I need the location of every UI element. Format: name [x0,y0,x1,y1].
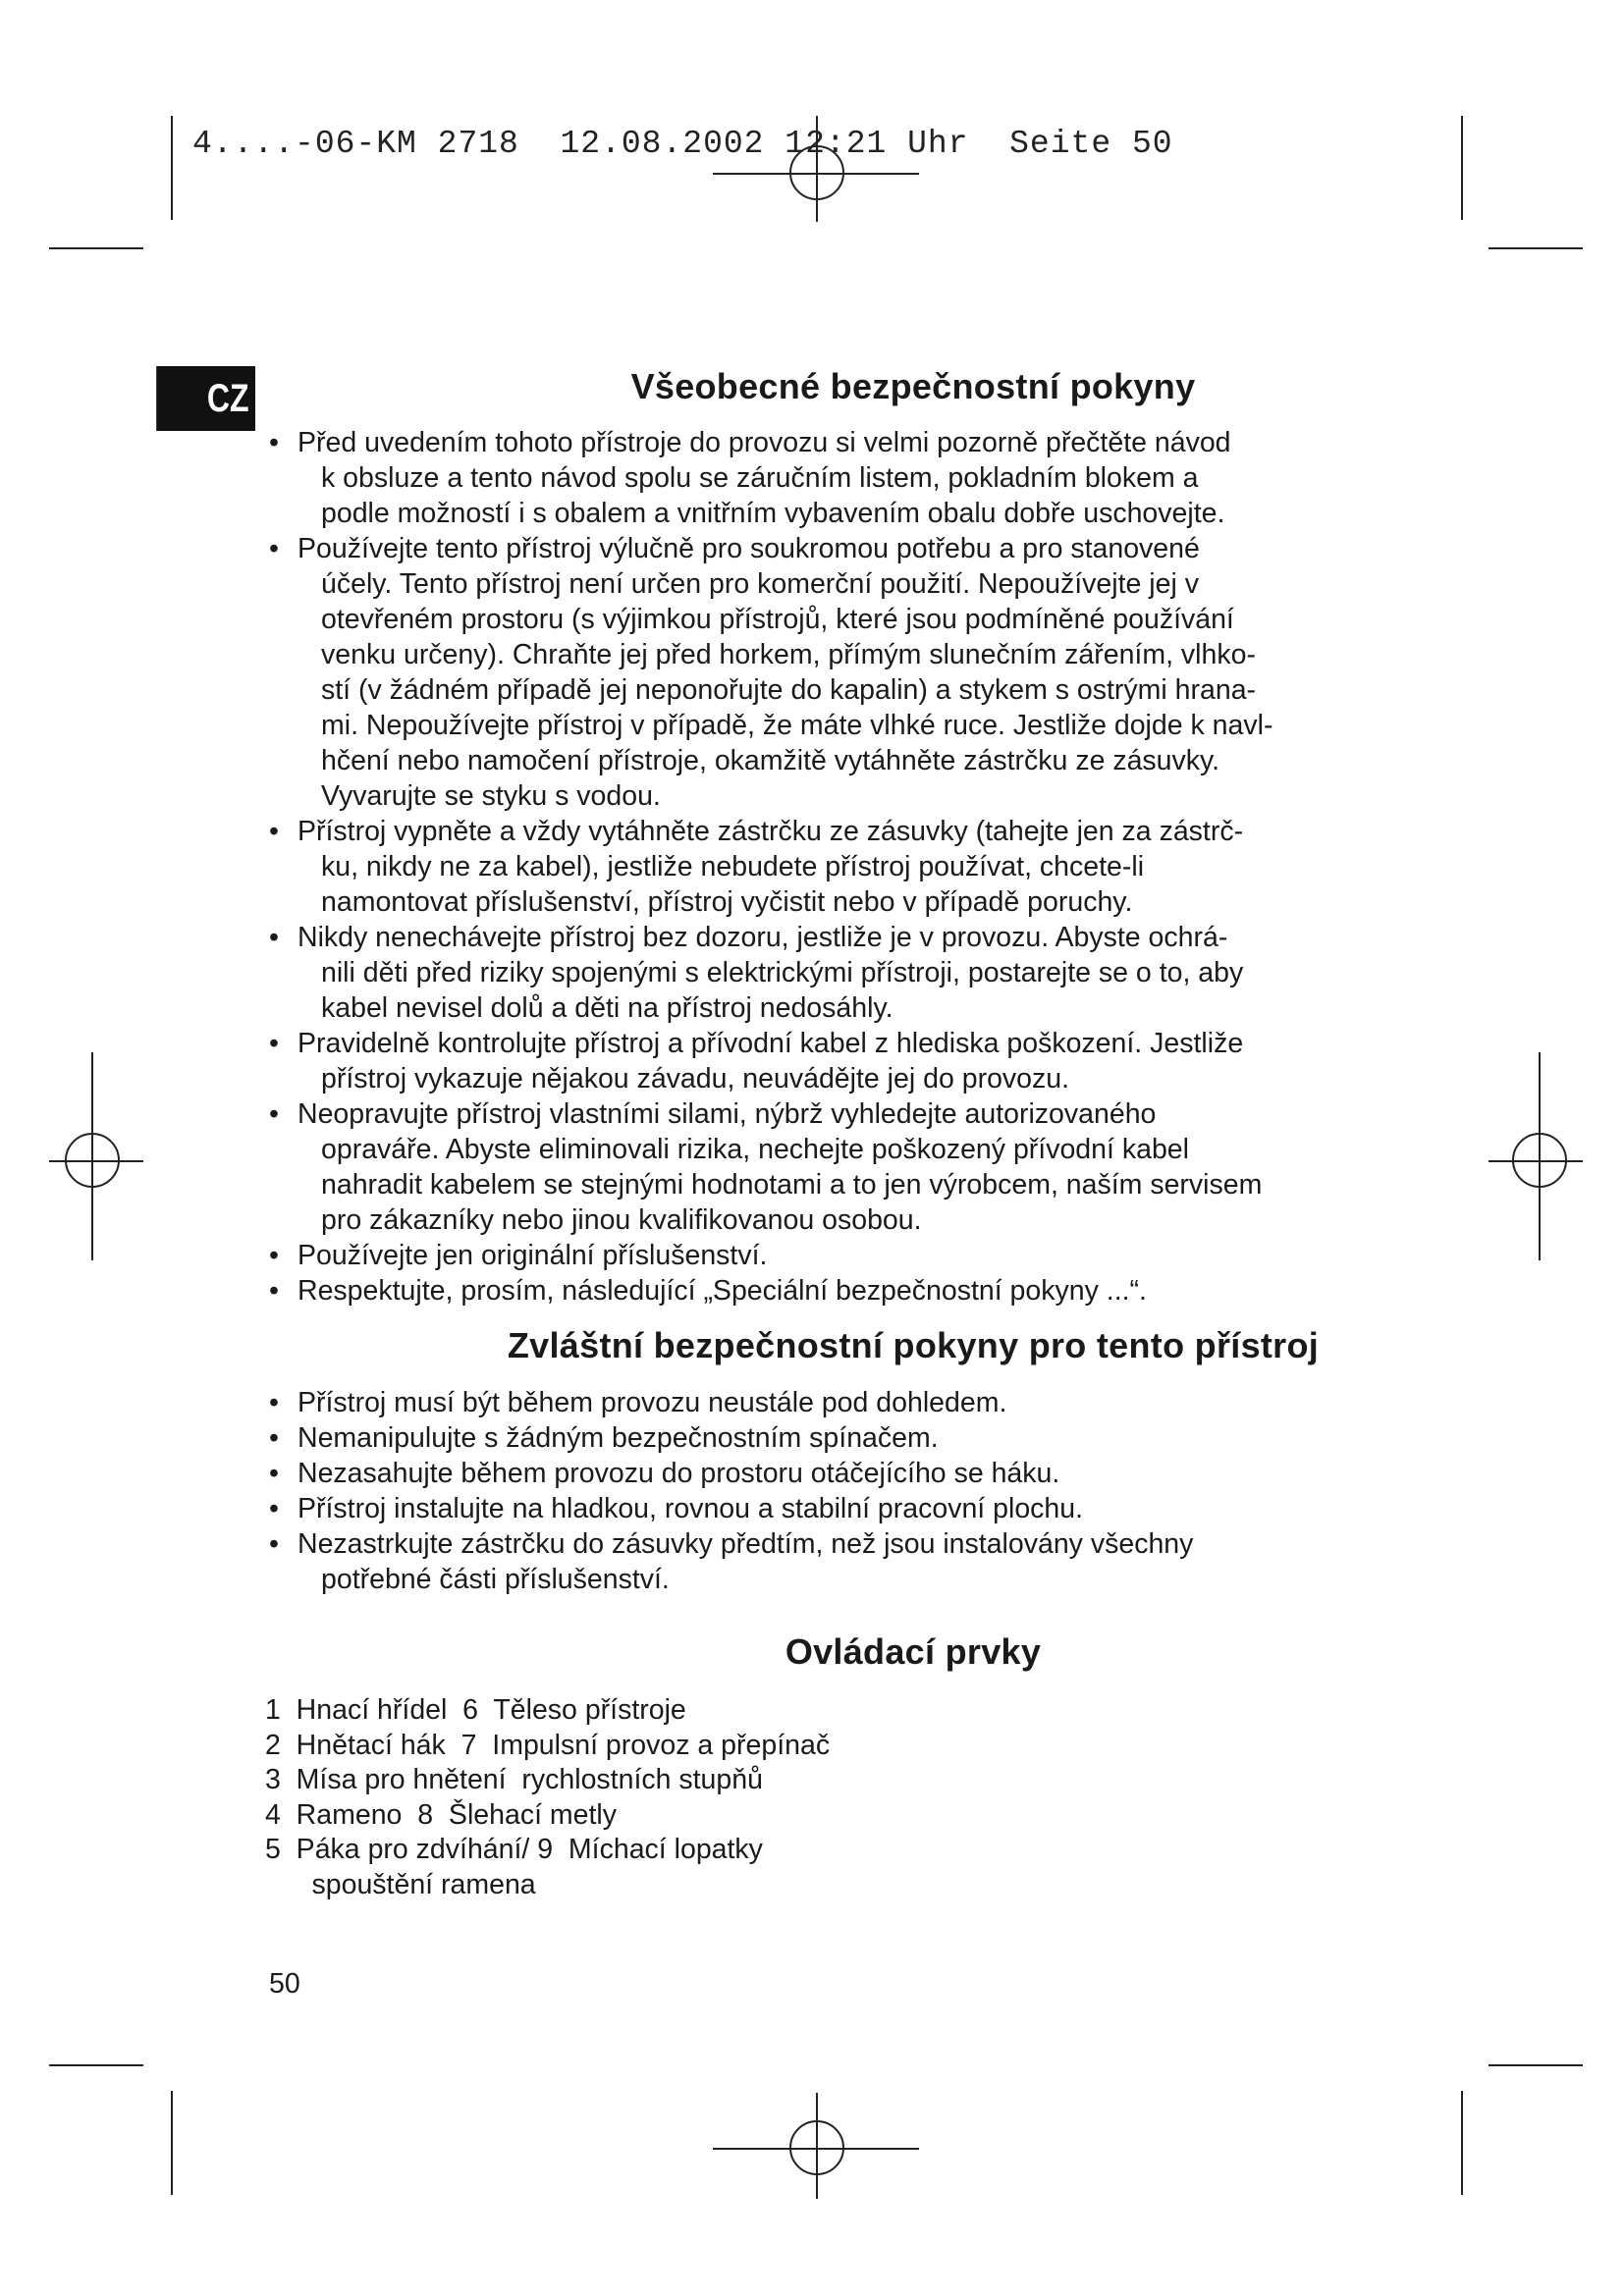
list-item-line: nahradit kabelem se stejnými hodnotami a to jen výrobcem, naším servisem [321,1169,1263,1201]
list-item-line: nili děti před riziky spojenými s elektrickými přístroji, postarejte se o to, aby [321,957,1244,988]
crop-mark [1461,2091,1463,2195]
control-row: 3 Mísa pro hnětení rychlostních stupňů [265,1764,763,1795]
list-item [265,1526,1384,1597]
list-item-line: přístroj vykazuje nějakou závadu, neuvádějte jej do provozu. [321,1063,1070,1095]
control-row: spouštění ramena [265,1868,536,1900]
bullet-icon: • [269,1493,279,1524]
list-item-line: venku určeny). Chraňte jej před horkem, přímým slunečním zářením, vlhko- [321,639,1256,670]
list-item-line: k obsluze a tento návod spolu se záručním listem, pokladním blokem a [321,462,1199,494]
list-item-line: potřebné části příslušenství. [321,1564,670,1595]
bullet-icon: • [269,1528,279,1560]
list-item-line: podle možností i s obalem a vnitřním vybavením obalu dobře uschovejte. [321,498,1225,529]
control-row: 4 Rameno 8 Šlehací metly [265,1798,618,1831]
list-item-line: namontovat příslušenství, přístroj vyčistit nebo v případě poruchy. [321,886,1133,918]
language-tab: CZ [156,366,255,431]
list-item [265,920,1384,1026]
bullet-icon: • [269,816,279,847]
list-item-line: Nemanipulujte s žádným bezpečnostním spínačem. [298,1422,939,1454]
bullet-icon: • [269,533,279,564]
control-row: 1 Hnací hřídel 6 Těleso přístroje [265,1694,686,1726]
list-item [265,1385,1384,1420]
bullet-icon: • [269,922,279,953]
list-item-line: opraváře. Abyste eliminovali rizika, nechejte poškozený přívodní kabel [321,1134,1189,1165]
crop-mark [1461,116,1463,220]
list-item-line: Neopravujte přístroj vlastními silami, nýbrž vyhledejte autorizovaného [298,1098,1157,1130]
list-item-line: účely. Tento přístroj není určen pro komerční použití. Nepoužívejte jej v [321,568,1199,600]
list-item-line: Nikdy nenechávejte přístroj bez dozoru, jestliže je v provozu. Abyste ochrá- [298,922,1228,953]
bullet-icon: • [269,1028,279,1059]
bullet-icon: • [269,1098,279,1130]
list-item-line: otevřeném prostoru (s výjimkou přístrojů, které jsou podmíněné používání [321,604,1234,635]
list-item [265,1491,1384,1526]
section-title-special: Zvláštní bezpečnostní pokyny pro tento přístroj [507,1325,1320,1365]
list-item-line: Nezastrkujte zástrčku do zásuvky předtím, než jsou instalovány všechny [298,1528,1194,1560]
section-title-controls: Ovládací prvky [785,1631,1042,1672]
list-item-line: Nezasahujte během provozu do prostoru otáčejícího se háku. [298,1458,1060,1489]
list-item-line: stí (v žádném případě jej neponořujte do kapalin) a stykem s ostrými hrana- [321,674,1257,706]
list-item [265,1238,1384,1273]
list-item [265,1456,1384,1491]
list-item-line: Přístroj vypněte a vždy vytáhněte zástrčku ze zásuvky (tahejte jen za zástrč- [298,816,1244,847]
list-item [265,1273,1384,1308]
bullet-icon: • [269,1422,279,1454]
general-safety-list [265,425,1384,1308]
list-item [265,1026,1384,1096]
print-slug: 4....-06-KM 2718 12.08.2002 12:21 Uhr Seite 50 [192,126,1173,162]
list-item-line: ku, nikdy ne za kabel), jestliže nebudete přístroj používat, chcete-li [321,851,1145,882]
list-item-line: Přístroj instalujte na hladkou, rovnou a stabilní pracovní plochu. [298,1493,1084,1524]
list-item-line: kabel nevisel dolů a děti na přístroj nedosáhly. [321,992,893,1024]
crop-mark [171,2091,173,2195]
bullet-icon: • [269,1458,279,1489]
list-item [265,531,1384,814]
section-title-general: Všeobecné bezpečnostní pokyny [630,366,1196,406]
list-item [265,425,1384,531]
list-item-line: pro zákazníky nebo jinou kvalifikovanou osobou. [321,1204,922,1236]
list-item-line: Používejte tento přístroj výlučně pro soukromou potřebu a pro stanovené [298,533,1200,564]
list-item-line: Používejte jen originální příslušenství. [298,1240,768,1271]
list-item-line: Respektujte, prosím, následující „Speciální bezpečnostní pokyny ...“. [298,1275,1147,1307]
list-item-line: Pravidelně kontrolujte přístroj a přívodní kabel z hlediska poškození. Jestliže [298,1028,1244,1059]
page-number: 50 [269,1968,300,2000]
list-item-line: mi. Nepoužívejte přístroj v případě, že máte vlhké ruce. Jestliže dojde k navl- [321,710,1273,741]
crop-mark [49,2064,143,2066]
bullet-icon: • [269,1387,279,1418]
list-item-line: Vyvarujte se styku s vodou. [321,780,661,812]
crop-mark [49,247,143,249]
bullet-icon: • [269,427,279,458]
list-item [265,1420,1384,1456]
controls-list [265,1693,1149,1902]
crop-mark [1489,2064,1583,2066]
special-safety-list [265,1385,1384,1597]
crop-mark [1489,247,1583,249]
list-item-line: Přístroj musí být během provozu neustále pod dohledem. [298,1387,1007,1418]
control-row: 5 Páka pro zdvíhání/ 9 Míchací lopatky [265,1834,763,1865]
bullet-icon: • [269,1240,279,1271]
list-item-line: Před uvedením tohoto přístroje do provozu si velmi pozorně přečtěte návod [298,427,1231,458]
bullet-icon: • [269,1275,279,1307]
list-item [265,814,1384,920]
crop-mark [171,116,173,220]
list-item [265,1096,1384,1238]
list-item-line: hčení nebo namočení přístroje, okamžitě vytáhněte zástrčku ze zásuvky. [321,745,1220,776]
control-row: 2 Hnětací hák 7 Impulsní provoz a přepínač [265,1729,831,1761]
